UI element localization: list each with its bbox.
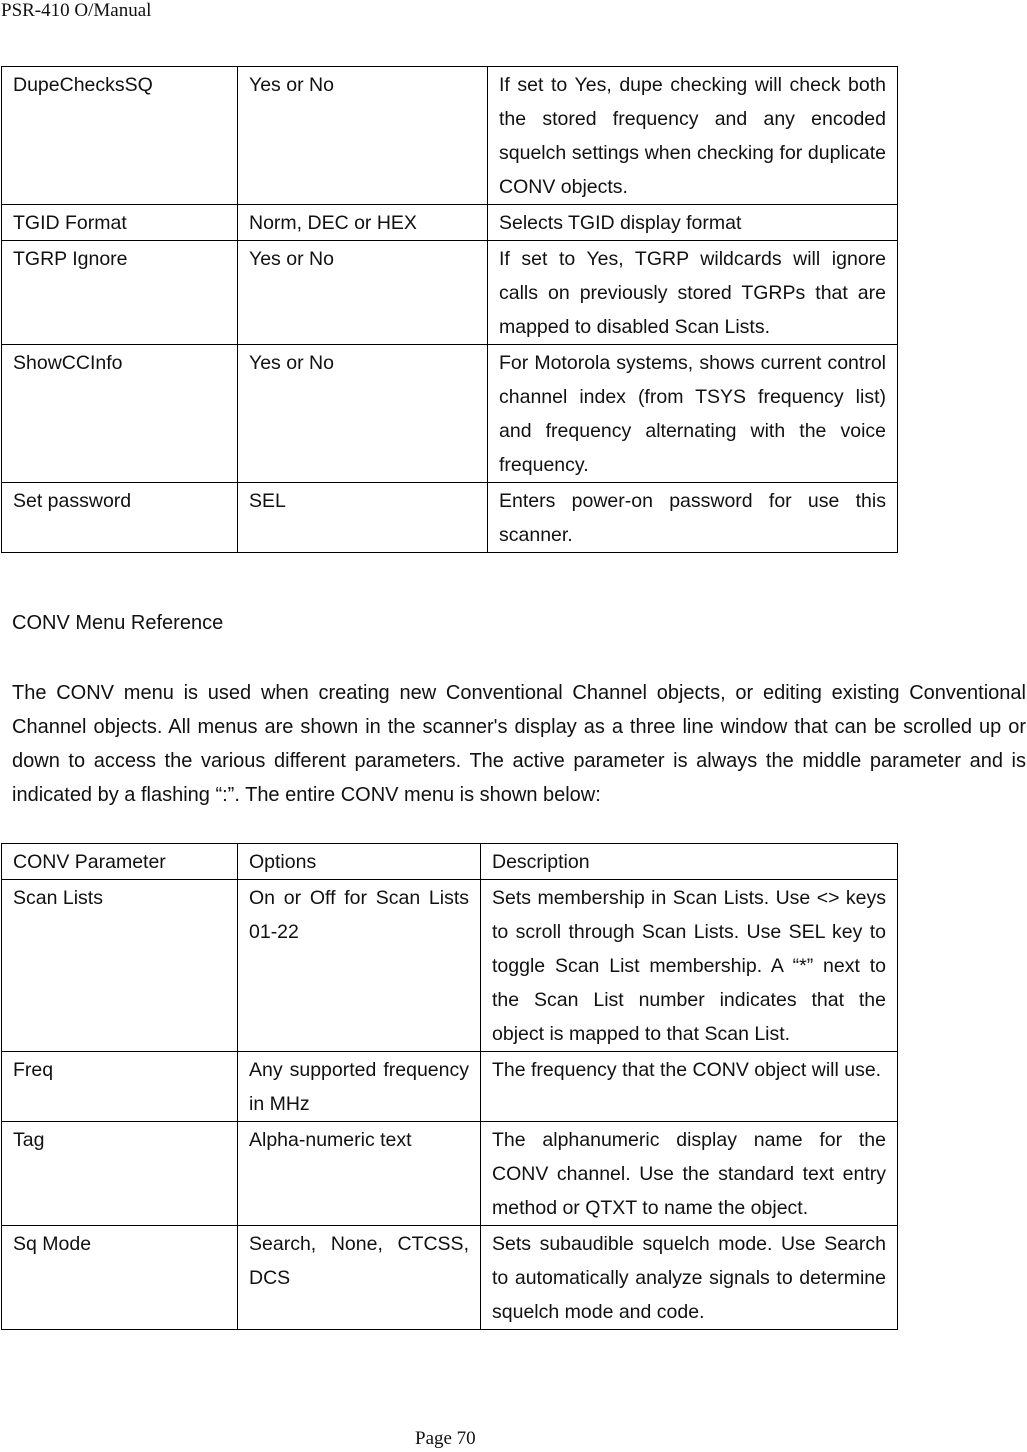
table-row xyxy=(2,345,898,483)
column-header-param: CONV Parameter xyxy=(2,844,238,880)
param-cell: DupeChecksSQ xyxy=(2,67,238,205)
param-cell: Scan Lists xyxy=(2,880,238,1052)
description-cell: Sets subaudible squelch mode. Use Search to automatically analyze signals to determine squelch mode and code. xyxy=(481,1226,898,1330)
param-cell: TGRP Ignore xyxy=(2,241,238,345)
description-cell: For Motorola systems, shows current control channel index (from TSYS frequency list) and frequency alternating with the voice frequency. xyxy=(488,345,898,483)
options-cell: Alpha-numeric text xyxy=(238,1122,481,1226)
description-cell: The frequency that the CONV object will use. xyxy=(481,1052,898,1122)
description-cell: If set to Yes, dupe checking will check both the stored frequency and any encoded squelch settings when checking for duplicate CONV objects. xyxy=(488,67,898,205)
page-number: Page 70 xyxy=(415,1428,476,1449)
table-row xyxy=(2,241,898,345)
description-cell: Sets membership in Scan Lists. Use <> keys to scroll through Scan Lists. Use SEL key to toggle Scan List membership. A “*” next to the Scan List number indicates that the object is mapped to that Scan List. xyxy=(481,880,898,1052)
param-cell: Freq xyxy=(2,1052,238,1122)
param-cell: Set password xyxy=(2,483,238,553)
table-row xyxy=(2,483,898,553)
param-cell: Sq Mode xyxy=(2,1226,238,1330)
options-cell: Yes or No xyxy=(238,345,488,483)
options-cell: Norm, DEC or HEX xyxy=(238,205,488,241)
column-header-description: Description xyxy=(481,844,898,880)
description-cell: The alphanumeric display name for the CONV channel. Use the standard text entry method or QTXT to name the object. xyxy=(481,1122,898,1226)
table-row xyxy=(2,1226,898,1330)
table-row xyxy=(2,67,898,205)
table-row xyxy=(2,1122,898,1226)
options-cell: Yes or No xyxy=(238,241,488,345)
table-row xyxy=(2,880,898,1052)
section-title: CONV Menu Reference xyxy=(12,612,224,634)
table-row xyxy=(2,205,898,241)
intro-paragraph: The CONV menu is used when creating new Conventional Channel objects, or editing existing Conventional Channel objects. All menus are shown in the scanner's display as a three line window that can be scrolled up or down to access the various different parameters. The active parameter is always the middle parameter and is indicated by a flashing “:”. The entire CONV menu is shown below: xyxy=(12,682,1026,806)
description-cell: Enters power-on password for use this scanner. xyxy=(488,483,898,553)
options-cell: Yes or No xyxy=(238,67,488,205)
param-cell: TGID Format xyxy=(2,205,238,241)
column-header-options: Options xyxy=(238,844,481,880)
conv-menu-table xyxy=(1,843,898,1330)
param-cell: ShowCCInfo xyxy=(2,345,238,483)
settings-table xyxy=(1,66,898,553)
table-row xyxy=(2,1052,898,1122)
table-header-row xyxy=(2,844,898,880)
options-cell: Search, None, CTCSS, DCS xyxy=(238,1226,481,1330)
manual-header: PSR-410 O/Manual xyxy=(1,0,152,21)
options-cell: SEL xyxy=(238,483,488,553)
param-cell: Tag xyxy=(2,1122,238,1226)
options-cell: Any supported frequency in MHz xyxy=(238,1052,481,1122)
options-cell: On or Off for Scan Lists 01-22 xyxy=(238,880,481,1052)
description-cell: If set to Yes, TGRP wildcards will ignore calls on previously stored TGRPs that are mapped to disabled Scan Lists. xyxy=(488,241,898,345)
description-cell: Selects TGID display format xyxy=(488,205,898,241)
